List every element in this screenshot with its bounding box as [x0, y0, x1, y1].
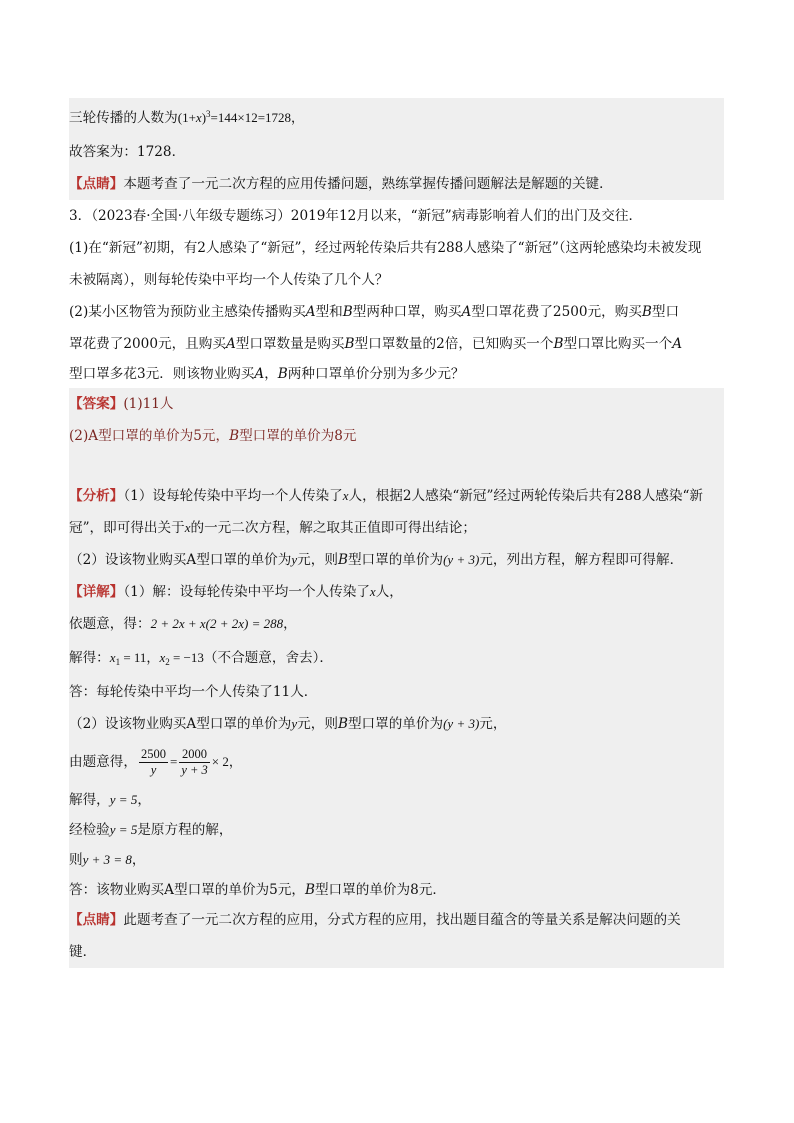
detail-line3: 解得：$x_1 = 11$，$x_2 = -13$（不合题意，舍去）．	[69, 642, 724, 676]
fraction-2000-over-y-plus-3: $\frac{2000}{y + 3}$	[181, 747, 208, 777]
tag-dianjing-2: 【点睛】	[69, 912, 124, 928]
detail-line7: 解得，y = 5，	[69, 784, 724, 814]
text-third-round: 三轮传播的人数为	[69, 110, 178, 126]
tag-dianjing: 【点睛】	[69, 176, 124, 192]
question-part1-line1: (1)在“新冠”初期，有2人感染了“新冠”，经过两轮传染后共有288人感染了“新冠”（这两轮感染均未被发现	[69, 240, 702, 256]
question-part1-line2: 未被隔离），则每轮传染中平均一个人传染了几个人？	[69, 272, 389, 288]
detail-line2: 依题意，得：2 + 2x + x(2 + 2x) = 288，	[69, 608, 724, 642]
answer-line2: (2)A型口罩的单价为5元，B型口罩的单价为8元	[69, 420, 724, 452]
question-part2-line3: 型口罩多花3元．则该物业购买A，B两种口罩单价分别为多少元？	[69, 366, 465, 382]
analysis-line2: 冠”，即可得出关于x的一元二次方程，解之取其正值即可得出结论；	[69, 512, 724, 544]
math-expression: $(1+x)^3=144\times 12=1728$，	[177, 109, 305, 125]
tag-detail: 【详解】	[69, 584, 124, 600]
detail-line10: 答：该物业购买A型口罩的单价为5元，B型口罩的单价为8元．	[69, 874, 724, 904]
answer-line1: 【答案】(1)11人	[69, 388, 724, 420]
comment2-line1: 【点睛】此题考查了一元二次方程的应用，分式方程的应用，找出题目蕴含的等量关系是解决问题的关	[69, 904, 724, 936]
equation-quadratic: 2 + 2x + x(2 + 2x) = 288	[150, 616, 284, 631]
detail-line8: 经检验y = 5是原方程的解，	[69, 814, 724, 844]
tag-answer: 【答案】	[69, 396, 124, 412]
solution-line-answer: 故答案为：1728．	[69, 130, 724, 168]
detail-line4: 答：每轮传染中平均一个人传染了11人．	[69, 676, 724, 708]
analysis-line1: 【分析】（1）设每轮传染中平均一个人传染了x人，根据2人感染“新冠”经过两轮传染后共有288人感染“新	[69, 480, 724, 512]
fraction-2500-over-y: $\frac{2500}{y}$	[140, 747, 166, 777]
solution-values: $x_1 = 11$，$x_2 = -13$	[109, 650, 204, 667]
question-part2-line2: 罩花费了2000元，且购买A型口罩数量是购买B型口罩数量的2倍，已知购买一个B型口罩比购买一个A	[69, 336, 683, 352]
solution-line-third-round	[69, 98, 724, 130]
question-part2-line1: (2)某小区物管为预防业主感染传播购买A型和B型两种口罩，购买A型口罩花费了2500元，购买B型口	[69, 304, 680, 320]
comment2-line2: 键．	[69, 936, 724, 968]
detail-line5: （2）设该物业购买A型口罩的单价为y元，则B型口罩的单价为(y + 3)元，	[69, 708, 724, 740]
answer-spacer	[69, 452, 724, 480]
question-heading: 3．（2023春·全国·八年级专题练习）2019年12月以来，“新冠”病毒影响着人们的出门及交往．	[69, 208, 643, 224]
comment-line: 【点睛】本题考查了一元二次方程的应用传播问题，熟练掌握传播问题解法是解题的关键．	[69, 168, 724, 200]
detail-line6: 由题意得， $\frac{2500}{y}$ = $\frac{2000}{y + 3}$ × 2，	[69, 740, 724, 784]
detail-line1: 【详解】（1）解：设每轮传染中平均一个人传染了x人，	[69, 576, 724, 608]
analysis-line3: （2）设该物业购买A型口罩的单价为y元，则B型口罩的单价为(y + 3)元，列出方程，解方程即可得解．	[69, 544, 724, 576]
detail-line9: 则y + 3 = 8，	[69, 844, 724, 874]
tag-analysis: 【分析】	[69, 488, 124, 504]
